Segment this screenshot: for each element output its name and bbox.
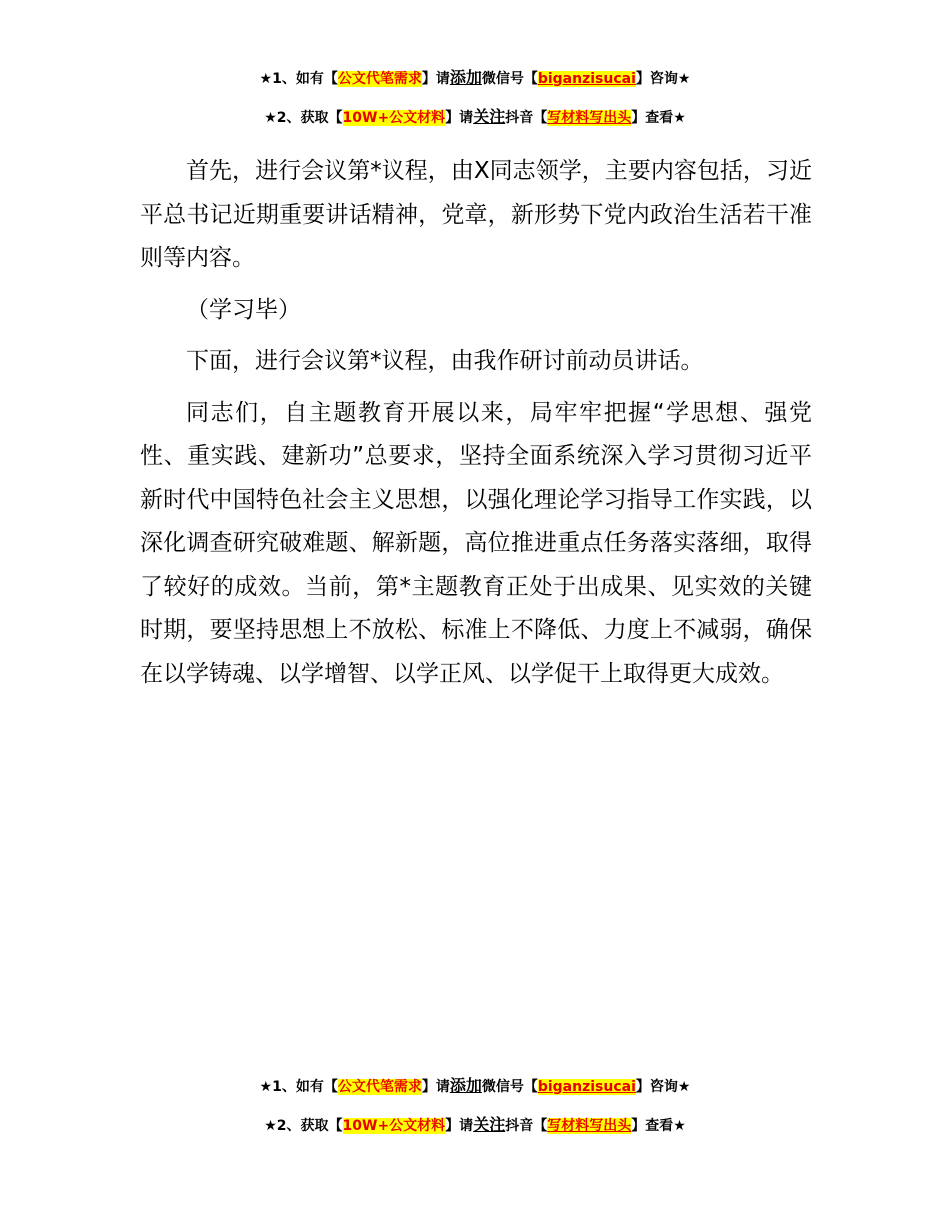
- promo-text: 】请: [421, 71, 450, 87]
- promo-suffix: 】查看★: [631, 1118, 686, 1134]
- footer-promo-line-1: [0, 1076, 950, 1097]
- body-paragraph: 下面，进行会议第*议程，由我作研讨前动员讲话。: [186, 348, 704, 374]
- promo-text: 微信号【: [481, 71, 538, 87]
- promo-prefix: ★1、如有【: [259, 71, 338, 87]
- body-paragraph: （学习毕）: [186, 296, 301, 323]
- promo-highlight-materials: 10W+公文材料: [342, 1118, 446, 1134]
- header-promo-line-1: [0, 68, 950, 89]
- promo-highlight-douyin-account: 写材料写出头: [547, 110, 632, 126]
- promo-text: 抖音【: [505, 1118, 548, 1134]
- promo-suffix: 】咨询★: [635, 71, 691, 87]
- header-promo-line-2: [0, 107, 950, 128]
- promo-highlight-materials: 10W+公文材料: [342, 110, 446, 126]
- promo-highlight-wechat-id: biganzisucai: [537, 71, 636, 87]
- promo-suffix: 】咨询★: [635, 1079, 691, 1095]
- document-body: [140, 150, 812, 696]
- promo-suffix: 】查看★: [631, 110, 686, 126]
- promo-text: 】请: [445, 110, 474, 126]
- promo-underlined-text: 添加: [449, 68, 482, 87]
- body-paragraph: 首先，进行会议第*议程，由X同志领学，主要内容包括，习近平总书记近期重要讲话精神，党章，新形势下党内政治生活若干准则等内容。: [140, 158, 812, 271]
- promo-text: 抖音【: [505, 110, 548, 126]
- promo-underlined-text: 关注: [473, 1115, 506, 1134]
- promo-highlight-service: 公文代笔需求: [337, 1079, 422, 1095]
- promo-prefix: ★2、获取【: [264, 1118, 343, 1134]
- footer-promo-line-2: [0, 1115, 950, 1136]
- promo-highlight-service: 公文代笔需求: [337, 71, 422, 87]
- promo-prefix: ★1、如有【: [259, 1079, 338, 1095]
- promo-underlined-text: 关注: [473, 107, 506, 126]
- promo-prefix: ★2、获取【: [264, 110, 343, 126]
- promo-highlight-wechat-id: biganzisucai: [537, 1079, 636, 1095]
- body-paragraph: 同志们，自主题教育开展以来，局牢牢把握“学思想、强党性、重实践、建新功”总要求，坚持全面系统深入学习贯彻习近平新时代中国特色社会主义思想，以强化理论学习指导工作实践，以深化调查研究破难题、解新题，高位推进重点任务落实落细，取得了较好的成效。当前，第*主题教育正处于出成果、见实效的关键时期，要坚持思想上不放松、标准上不降低、力度上不减弱，确保在以学铸魂、以学增智、以学正风、以学促干上取得更大成效。: [140, 399, 812, 687]
- promo-highlight-douyin-account: 写材料写出头: [547, 1118, 632, 1134]
- promo-text: 】请: [445, 1118, 474, 1134]
- promo-text: 】请: [421, 1079, 450, 1095]
- promo-underlined-text: 添加: [449, 1076, 482, 1095]
- promo-text: 微信号【: [481, 1079, 538, 1095]
